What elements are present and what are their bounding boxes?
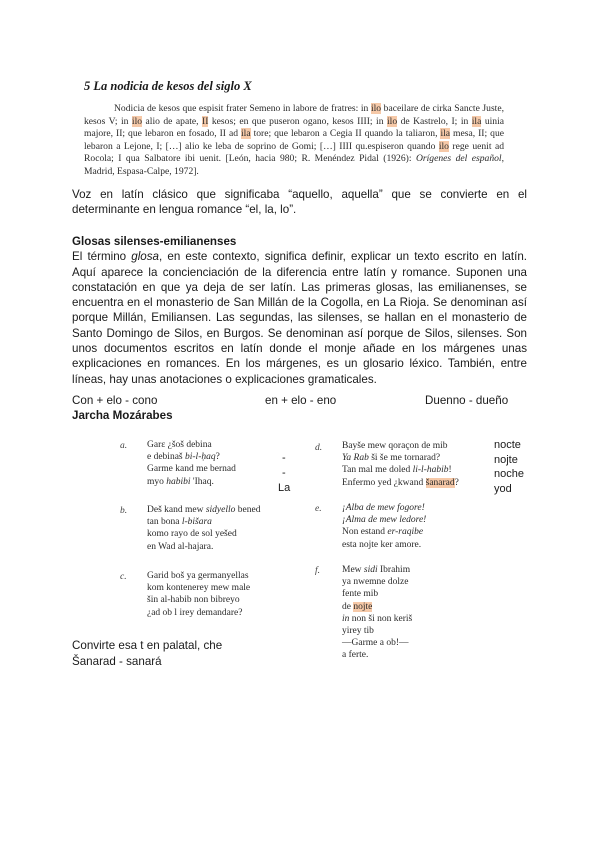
jarcha-d-letter: d.: [315, 443, 323, 453]
margin-word: noche: [494, 468, 524, 480]
margin-dash: -: [282, 467, 286, 479]
jarcha-f: [342, 564, 412, 662]
verse-text: Mew: [342, 565, 364, 575]
verse-text: de: [342, 601, 354, 612]
jarcha-c: [147, 570, 250, 619]
glosas-heading: Glosas silenses-emilianenses: [72, 235, 237, 248]
example-b: en + elo - eno: [265, 394, 337, 407]
verse-text: Ibrahim: [377, 565, 411, 575]
verse-arabic: habibi: [166, 476, 191, 487]
glosa-term: glosa: [131, 250, 159, 264]
verse-text: ?: [454, 477, 459, 488]
jarcha-b-letter: b.: [120, 506, 128, 516]
verse-text: !: [448, 465, 452, 476]
verse-line: [342, 526, 426, 538]
verse-arabic: in: [342, 613, 350, 624]
highlight-sanarad: šanarad: [425, 477, 455, 488]
bottom-notes: [72, 638, 222, 669]
verse-line: esta nojte ker amore.: [342, 539, 422, 550]
verse-text: Deš kand mew: [147, 505, 206, 515]
quote-text: uinia majore, II; que lebaron en fosado, II ad: [84, 115, 505, 140]
highlight-ilo: ilo: [370, 103, 382, 114]
verse-line: kom kontenerey mew male: [147, 583, 251, 594]
verse-arabic: sidyello: [205, 505, 236, 515]
verse-line: en Wad al-hajara.: [147, 541, 214, 552]
verse-text: 'Ihaq.: [190, 476, 214, 487]
verse-text: Tan mal me doled: [342, 465, 413, 476]
verse-line: komo rayo de sol yešed: [147, 529, 237, 540]
verse-line: [342, 464, 459, 476]
verse-line: [147, 476, 236, 488]
verse-text: ši še me tornarad?: [368, 453, 441, 464]
verse-line: [342, 613, 412, 625]
verse-text: tan bona: [147, 517, 182, 528]
quote-text: kesos; en que puseron ogano, kesos IIII; in: [208, 115, 387, 127]
highlight-ilo: ilo: [131, 115, 143, 127]
verse-line: Garme kand me bernad: [147, 464, 236, 475]
jarcha-e: [342, 502, 426, 551]
margin-la: La: [278, 482, 291, 494]
verse-line: yirey tib: [342, 626, 374, 637]
jarcha-e-letter: e.: [315, 504, 322, 514]
verse-arabic: sidi: [363, 565, 378, 575]
margin-dash: -: [282, 452, 286, 464]
quote-text: mesa, II; que lebaron a Lejone, I; […] alio ke leba de soprino de Gomi; […] IIII qu.espiseron quando: [84, 128, 504, 152]
verse-text: Non estand: [342, 527, 388, 538]
verse-line: Garid boš ya germanyellas: [147, 571, 249, 581]
jarcha-a-letter: a.: [120, 441, 128, 451]
verse-line: [147, 504, 260, 516]
verse-line: —Garme a ob!—: [342, 638, 409, 649]
glosas-text: , en este contexto, significa definir, explicar un texto escrito en latín. Aquí aparece la concienciación de la diferencia entre latín y romance. Suponen una constatación en que ya deja de ser latín. Las primeras glosas, las emilianenses, se encuentra en el monasterio de San Millán de la Cogolla, en La Rioja. Se denominan así porque Millán, Emiliansen. Las segundas, las silenses, se hallan en el monasterio de Santo Domingo de Silos, en Burgos. Se denominan así porque de Silos, silenses. Son unos documentos escritos en latín donde el monje añade en los márgenes unas explicaciones en romances. En los márgenes, es un glosario léxico. También, entre líneas, hay unas anotaciones o explicaciones gramaticales.: [72, 250, 527, 386]
margin-word: nojte: [494, 453, 518, 466]
verse-arabic: bi-l-ḥaq: [185, 452, 216, 463]
note-sanarad: Šanarad - sanará: [72, 654, 162, 668]
verse-line: [342, 601, 412, 613]
margin-words: [494, 438, 524, 496]
highlight-ila: ila: [471, 115, 482, 127]
glosas-paragraph: [72, 249, 527, 387]
verse-line: [147, 451, 236, 463]
verse-line: fente mib: [342, 589, 379, 600]
highlight-ila: ila: [241, 128, 251, 140]
verse-line: ¿ad ob l irey demandare?: [147, 607, 243, 618]
verse-text: ?: [215, 452, 220, 463]
highlight-nojte: nojte: [353, 601, 373, 612]
verse-arabic: er-raqibe: [387, 527, 424, 538]
quote-text: alio de apate,: [142, 115, 203, 127]
jarcha-b: [147, 504, 260, 553]
verse-line: ya nwemne dolze: [342, 577, 409, 588]
verse-line: ¡Alba de mew fogore!: [342, 503, 425, 513]
example-c: Duenno - dueño: [425, 394, 509, 407]
verse-line: a ferte.: [342, 650, 369, 661]
verse-line: [342, 564, 412, 576]
example-a: Con + elo - cono: [72, 394, 158, 407]
highlight-ii: II: [202, 115, 209, 127]
quote-text: rege uenit ad Rocola; I qua Salbatore ibi uenit. [León, hacia 980; R. Menéndez Pidal (1926):: [84, 140, 504, 165]
glosas-section: [72, 234, 527, 387]
verse-arabic: l-bišara: [181, 517, 212, 528]
verse-text: Enfermo yed ¿kwand: [342, 477, 426, 488]
verse-text: myo: [147, 476, 167, 487]
highlight-ila: ila: [440, 128, 451, 140]
highlight-ilo: ilo: [438, 140, 449, 152]
verse-line: [147, 516, 260, 528]
quote-text: , Madrid, Espasa-Calpe, 1972].: [84, 153, 504, 177]
quote-text: Nodicia de kesos que espisit frater Semeno in labore de fratres: in: [114, 103, 371, 114]
glosas-text: El término: [72, 250, 132, 264]
latin-quote: [84, 103, 504, 179]
verse-line: [342, 477, 459, 489]
highlight-ilo: ilo: [386, 115, 398, 127]
quote-text: de Kastrelo, I; in: [397, 115, 472, 127]
verse-line: [342, 452, 459, 464]
jarcha-a: [147, 439, 236, 488]
section-title: 5 La nodicia de kesos del siglo X: [84, 79, 252, 93]
verse-line: šin al-habib non bibreyo: [147, 595, 240, 606]
verse-line: Bayše mew qoraçon de mib: [342, 441, 448, 451]
jarcha-d: [342, 440, 459, 489]
verse-text: bened: [235, 505, 261, 515]
latin-note: Voz en latín clásico que significaba “aquello, aquella” que se convierte en el determinante en lengua romance “el, la, lo”.: [72, 188, 527, 217]
verse-arabic: Ya Rab: [342, 453, 369, 464]
quote-text: baceilare de cirka Sancte Juste, kesos V; in: [84, 103, 505, 127]
verse-line: ¡Alma de mew ledore!: [342, 515, 427, 526]
margin-word: yod: [494, 482, 512, 495]
jarcha-heading: Jarcha Mozárabes: [72, 409, 173, 422]
verse-line: Garε ¿šoš debina: [147, 440, 212, 450]
jarcha-f-letter: f.: [315, 566, 321, 576]
margin-word: nocte: [494, 439, 521, 451]
verse-text: non ši non keriš: [349, 613, 413, 624]
jarcha-c-letter: c.: [120, 572, 127, 582]
note-palatal: Convirte esa t en palatal, che: [72, 639, 223, 652]
book-title: Orígenes del español: [415, 153, 502, 165]
verse-arabic: li-l-habib: [412, 465, 449, 476]
quote-text: tore; que lebaron a Cegia II quando la taliaron,: [250, 128, 441, 140]
verse-text: e debinaš: [147, 452, 185, 463]
